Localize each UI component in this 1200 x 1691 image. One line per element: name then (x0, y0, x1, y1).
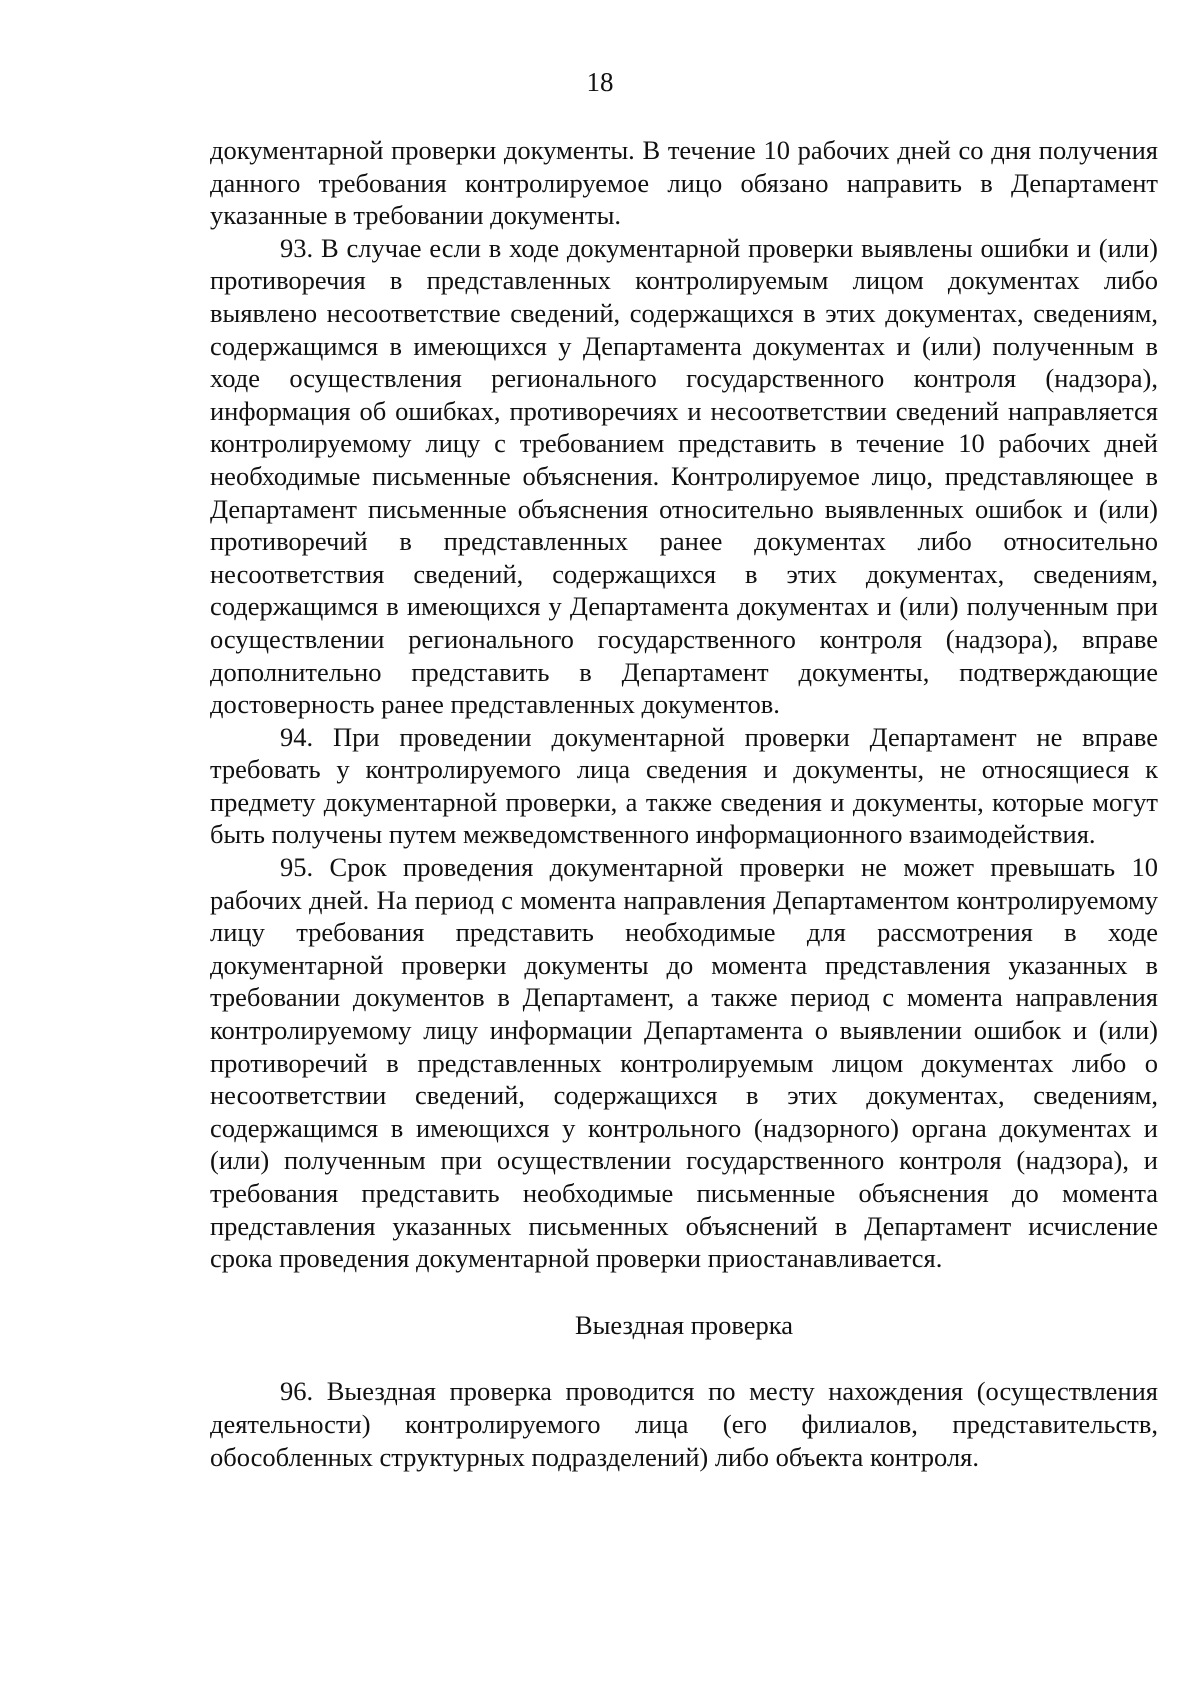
document-body (210, 134, 1158, 1473)
page-number: 18 (586, 67, 614, 97)
paragraph-93: 93. В случае если в ходе документарной проверки выявлены ошибки и (или) противоречия в представленных контролируемым лицом документах либо выявлено несоответствие сведений, содержащихся в этих документах, сведениям, содержащимся в имеющихся у Департамента документах и (или) полученным в ходе осуществления регионального государственного контроля (надзора), информация об ошибках, противоречиях и несоответствии сведений направляется контролируемому лицу с требованием представить в течение 10 рабочих дней необходимые письменные объяснения. Контролируемое лицо, представляющее в Департамент письменные объяснения относительно выявленных ошибок и (или) противоречий в представленных ранее документах либо относительно несоответствия сведений, содержащихся в этих документах, сведениям, содержащимся в имеющихся у Департамента документах и (или) полученным при осуществлении регионального государственного контроля (надзора), вправе дополнительно представить в Департамент документы, подтверждающие достоверность ранее представленных документов. (210, 232, 1158, 720)
paragraph-95: 95. Срок проведения документарной проверки не может превышать 10 рабочих дней. На период с момента направления Департаментом контролируемому лицу требования представить необходимые для рассмотрения в ходе документарной проверки документы до момента представления указанных в требовании документов в Департамент, а также период с момента направления контролируемому лицу информации Департамента о выявлении ошибок и (или) противоречий в представленных контролируемым лицом документах либо о несоответствии сведений, содержащихся в этих документах, сведениям, содержащимся в имеющихся у контрольного (надзорного) органа документах и (или) полученным при осуществлении государственного контроля (надзора), и требования представить необходимые письменные объяснения до момента представления указанных письменных объяснений в Департамент исчисление срока проведения документарной проверки приостанавливается. (210, 852, 1158, 1274)
paragraph-94: 94. При проведении документарной проверки Департамент не вправе требовать у контролируемого лица сведения и документы, не относящиеся к предмету документарной проверки, а также сведения и документы, которые могут быть получены путем межведомственного информационного взаимодействия. (210, 721, 1158, 850)
paragraph-96: 96. Выездная проверка проводится по месту нахождения (осуществления деятельности) контролируемого лица (его филиалов, представительств, обособленных структурных подразделений) либо объекта контроля. (210, 1376, 1158, 1472)
section-heading: Выездная проверка (574, 1309, 794, 1340)
paragraph-continuation: документарной проверки документы. В течение 10 рабочих дней со дня получения данного требования контролируемое лицо обязано направить в Департамент указанные в требовании документы. (210, 135, 1158, 231)
